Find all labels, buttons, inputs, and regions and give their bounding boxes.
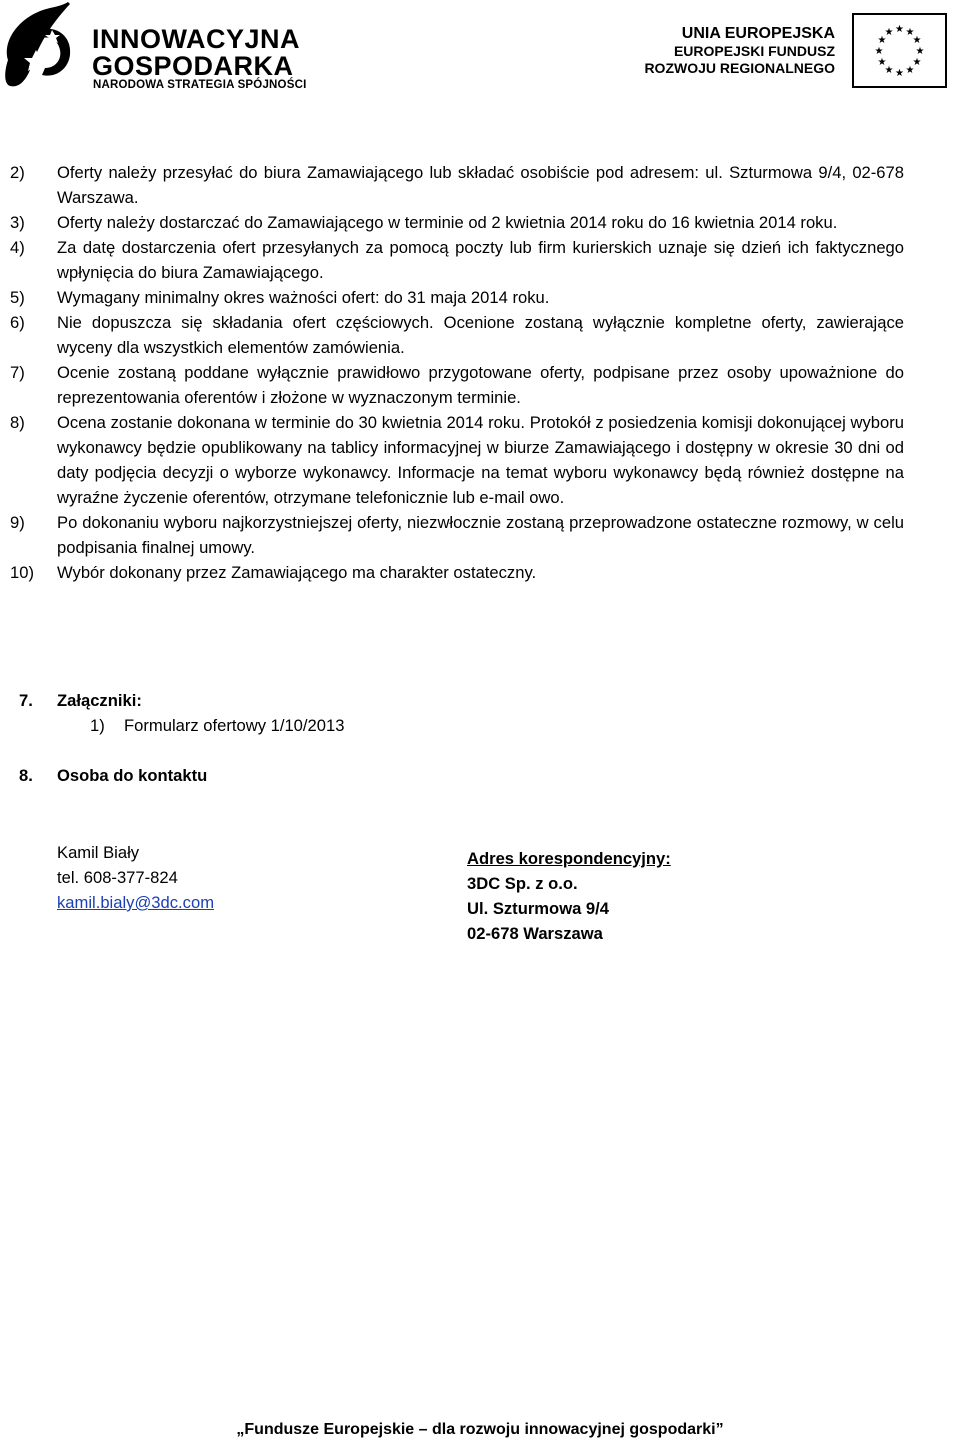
list-item-number: 3): [10, 213, 25, 232]
list-item-text: Ocenie zostaną poddane wyłącznie prawidłowo przygotowane oferty, podpisane przez osoby upoważnione do reprezentowania oferentów i złożone w wyznaczonym terminie.: [57, 363, 904, 407]
list-item: [0, 160, 960, 210]
list-item-text: Wymagany minimalny okres ważności ofert: do 31 maja 2014 roku.: [57, 288, 550, 307]
list-item-number: 10): [10, 563, 34, 582]
address-block: [467, 846, 671, 946]
list-item-text: Za datę dostarczenia ofert przesyłanych za pomocą poczty lub firm kurierskich uznaje się dzień ich faktycznego wpłynięcia do biura Zamawiającego.: [57, 238, 904, 282]
list-item-number: 2): [10, 163, 25, 182]
list-item-text: Ocena zostanie dokonana w terminie do 30 kwietnia 2014 roku. Protokół z posiedzenia komisji dokonującej wyboru wykonawcy będzie opublikowany na tablicy informacyjnej w biurze Zamawiającego i dostępny w okresie 30 dni od daty podjęcia decyzji o wyborze wykonawcy. Informacje na temat wyboru wykonawcy będą również dostępne na wyraźne życzenie oferentów, otrzymane telefonicznie lub e-mail owo.: [57, 413, 904, 507]
footer-slogan: „Fundusze Europejskie – dla rozwoju innowacyjnej gospodarki”: [236, 1421, 724, 1438]
attachment-number: 1): [90, 716, 105, 735]
eu-logo-text: [644, 24, 835, 77]
address-city: 02-678 Warszawa: [467, 924, 603, 943]
list-item: [0, 310, 960, 360]
eu-line-3: ROZWOJU REGIONALNEGO: [644, 60, 835, 76]
list-item-number: 8): [10, 413, 25, 432]
list-item-text: Po dokonaniu wyboru najkorzystniejszej oferty, niezwłocznie zostaną przeprowadzone ostateczne rozmowy, w celu podpisania finalnej umowy.: [57, 513, 904, 557]
attachment-item: [90, 713, 344, 738]
section-title: Załączniki:: [57, 691, 142, 710]
conditions-list: [0, 160, 960, 585]
svg-text:★: ★: [884, 27, 894, 38]
eu-flag-icon: [852, 13, 947, 88]
section-8-heading: [0, 763, 207, 788]
section-number: 7.: [19, 691, 33, 710]
list-item-text: Oferty należy przesyłać do biura Zamawiającego lub składać osobiście pod adresem: ul. Szturmowa 9/4, 02-678 Warszawa.: [57, 163, 904, 207]
svg-text:★: ★: [877, 57, 887, 68]
svg-text:★: ★: [912, 57, 922, 68]
contact-block: [57, 840, 214, 915]
section-title: Osoba do kontaktu: [57, 766, 208, 785]
list-item-number: 7): [10, 363, 25, 382]
svg-text:★: ★: [874, 46, 884, 57]
contact-name: Kamil Biały: [57, 843, 140, 862]
list-item: [0, 235, 960, 285]
svg-text:★: ★: [877, 35, 887, 46]
list-item-number: 6): [10, 313, 25, 332]
list-item: [0, 210, 960, 235]
list-item-text: Nie dopuszcza się składania ofert częściowych. Ocenione zostaną wyłącznie kompletne oferty, zawierające wyceny dla wszystkich elementów zamówienia.: [57, 313, 904, 357]
logo-line-3: NARODOWA STRATEGIA SPÓJNOŚCI: [93, 79, 307, 91]
logo-line-1: INNOWACYJNA: [92, 24, 301, 54]
eu-line-2: EUROPEJSKI FUNDUSZ: [673, 43, 835, 59]
svg-text:★: ★: [915, 46, 925, 57]
list-item-number: 4): [10, 238, 25, 257]
svg-text:★: ★: [905, 27, 915, 38]
eu-logo: [640, 0, 960, 100]
list-item: [0, 360, 960, 410]
logo-line-2: GOSPODARKA: [92, 51, 294, 81]
svg-text:★: ★: [905, 65, 915, 76]
section-7-heading: [0, 688, 142, 713]
section-number: 8.: [19, 766, 33, 785]
list-item: [0, 285, 960, 310]
address-street: Ul. Szturmowa 9/4: [467, 899, 610, 918]
innowacyjna-gospodarka-logo: [0, 0, 320, 100]
list-item-text: Oferty należy dostarczać do Zamawiającego w terminie od 2 kwietnia 2014 roku do 16 kwietnia 2014 roku.: [57, 213, 838, 232]
contact-email-link[interactable]: kamil.bialy@3dc.com: [57, 893, 215, 912]
svg-text:★: ★: [895, 68, 904, 79]
svg-text:★: ★: [884, 65, 894, 76]
list-item: [0, 410, 960, 510]
contact-phone: tel. 608-377-824: [57, 868, 178, 887]
list-item: [0, 560, 960, 585]
logo-swirl-icon: [0, 0, 90, 100]
svg-text:★: ★: [912, 35, 922, 46]
list-item-number: 9): [10, 513, 25, 532]
address-title: Adres korespondencyjny:: [467, 849, 671, 868]
svg-text:★: ★: [895, 24, 904, 35]
list-item-text: Wybór dokonany przez Zamawiającego ma charakter ostateczny.: [57, 563, 537, 582]
attachment-text: Formularz ofertowy 1/10/2013: [124, 716, 345, 735]
list-item-number: 5): [10, 288, 25, 307]
eu-line-1: UNIA EUROPEJSKA: [681, 25, 835, 42]
list-item: [0, 510, 960, 560]
address-company: 3DC Sp. z o.o.: [467, 874, 578, 893]
